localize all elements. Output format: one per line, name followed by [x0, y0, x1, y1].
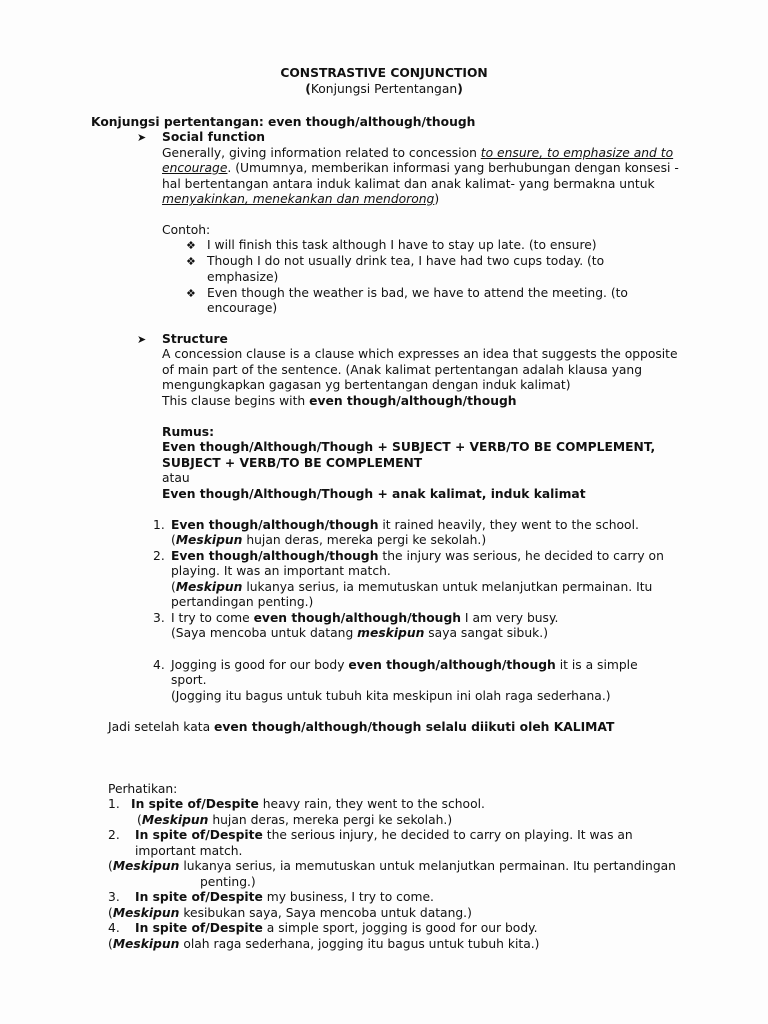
list-item: In spite of/Despite a simple sport, jogging is good for our body.: [135, 921, 538, 935]
list-item: Jogging is good for our body even though/although/though it is a simple: [171, 658, 638, 672]
rumus-formula: SUBJECT + VERB/TO BE COMPLEMENT: [162, 456, 423, 470]
list-item-translation: penting.): [200, 875, 256, 889]
list-number: 3.: [108, 890, 120, 904]
arrow-bullet-icon: ➤: [137, 131, 147, 144]
social-paragraph-line: menyakinkan, menekankan dan mendorong): [162, 192, 440, 206]
structure-line: mengungkapkan gagasan yg bertentangan dengan induk kalimat): [162, 378, 571, 392]
diamond-bullet-icon: ❖: [186, 255, 196, 268]
list-item: Even though/although/though the injury was serious, he decided to carry on: [171, 549, 664, 563]
arrow-bullet-icon: ➤: [137, 333, 147, 346]
list-item: In spite of/Despite my business, I try to come.: [135, 890, 434, 904]
list-item-cont: playing. It was an important match.: [171, 564, 391, 578]
atau-label: atau: [162, 471, 190, 485]
list-number: 4.: [108, 921, 120, 935]
contoh-label: Contoh:: [162, 223, 211, 237]
rumus-formula: Even though/Although/Though + anak kalimat, induk kalimat: [162, 487, 586, 501]
list-number: 1.: [153, 518, 165, 532]
list-item: Even though/although/though it rained heavily, they went to the school.: [171, 518, 639, 532]
page-title: CONSTRASTIVE CONJUNCTION: [280, 66, 488, 80]
list-number: 3.: [153, 611, 165, 625]
social-paragraph-line: Generally, giving information related to concession to ensure, to emphasize and to: [162, 146, 674, 160]
example-item: Even though the weather is bad, we have to attend the meeting. (to: [207, 286, 628, 300]
list-item-translation: (Meskipun hujan deras, mereka pergi ke sekolah.): [171, 533, 487, 547]
list-item-translation: (Meskipun kesibukan saya, Saya mencoba untuk datang.): [108, 906, 472, 920]
list-item-cont: sport.: [171, 673, 207, 687]
list-number: 4.: [153, 658, 165, 672]
list-item-translation: (Meskipun hujan deras, mereka pergi ke sekolah.): [137, 813, 453, 827]
list-item-translation: (Meskipun lukanya serius, ia memutuskan untuk melanjutkan permainan. Itu: [171, 580, 653, 594]
social-function-label: Social function: [162, 130, 266, 144]
list-item-translation: (Meskipun olah raga sederhana, jogging itu bagus untuk tubuh kita.): [108, 937, 540, 951]
example-item-cont: encourage): [207, 301, 278, 315]
list-item: In spite of/Despite heavy rain, they went to the school.: [131, 797, 485, 811]
social-paragraph-line: hal bertentangan antara induk kalimat dan anak kalimat- yang bermakna untuk: [162, 177, 655, 191]
summary-note: Jadi setelah kata even though/although/though selalu diikuti oleh KALIMAT: [108, 720, 615, 734]
list-item-cont: important match.: [135, 844, 243, 858]
example-item-cont: emphasize): [207, 270, 279, 284]
list-number: 2.: [108, 828, 120, 842]
list-number: 1.: [108, 797, 120, 811]
diamond-bullet-icon: ❖: [186, 287, 196, 300]
perhatikan-label: Perhatikan:: [108, 782, 178, 796]
list-number: 2.: [153, 549, 165, 563]
structure-line: of main part of the sentence. (Anak kalimat pertentangan adalah klausa yang: [162, 363, 643, 377]
example-item: Though I do not usually drink tea, I have had two cups today. (to: [207, 254, 605, 268]
rumus-label: Rumus:: [162, 425, 215, 439]
list-item-translation: (Saya mencoba untuk datang meskipun saya sangat sibuk.): [171, 626, 548, 640]
rumus-formula: Even though/Although/Though + SUBJECT + VERB/TO BE COMPLEMENT,: [162, 440, 656, 454]
list-item: I try to come even though/although/though I am very busy.: [171, 611, 559, 625]
list-item-translation: (Meskipun lukanya serius, ia memutuskan untuk melanjutkan permainan. Itu pertandingan: [108, 859, 676, 873]
list-item-translation: (Jogging itu bagus untuk tubuh kita meskipun ini olah raga sederhana.): [171, 689, 611, 703]
structure-label: Structure: [162, 332, 228, 346]
section-heading: Konjungsi pertentangan: even though/although/though: [91, 115, 476, 129]
example-item: I will finish this task although I have to stay up late. (to ensure): [207, 238, 597, 252]
diamond-bullet-icon: ❖: [186, 239, 196, 252]
list-item-translation: pertandingan penting.): [171, 595, 314, 609]
list-item: In spite of/Despite the serious injury, he decided to carry on playing. It was an: [135, 828, 633, 842]
structure-line: This clause begins with even though/although/though: [162, 394, 517, 408]
social-paragraph-line: encourage. (Umumnya, memberikan informasi yang berhubungan dengan konsesi -: [162, 161, 679, 175]
page-subtitle: (Konjungsi Pertentangan): [305, 82, 463, 96]
structure-line: A concession clause is a clause which expresses an idea that suggests the opposite: [162, 347, 678, 361]
